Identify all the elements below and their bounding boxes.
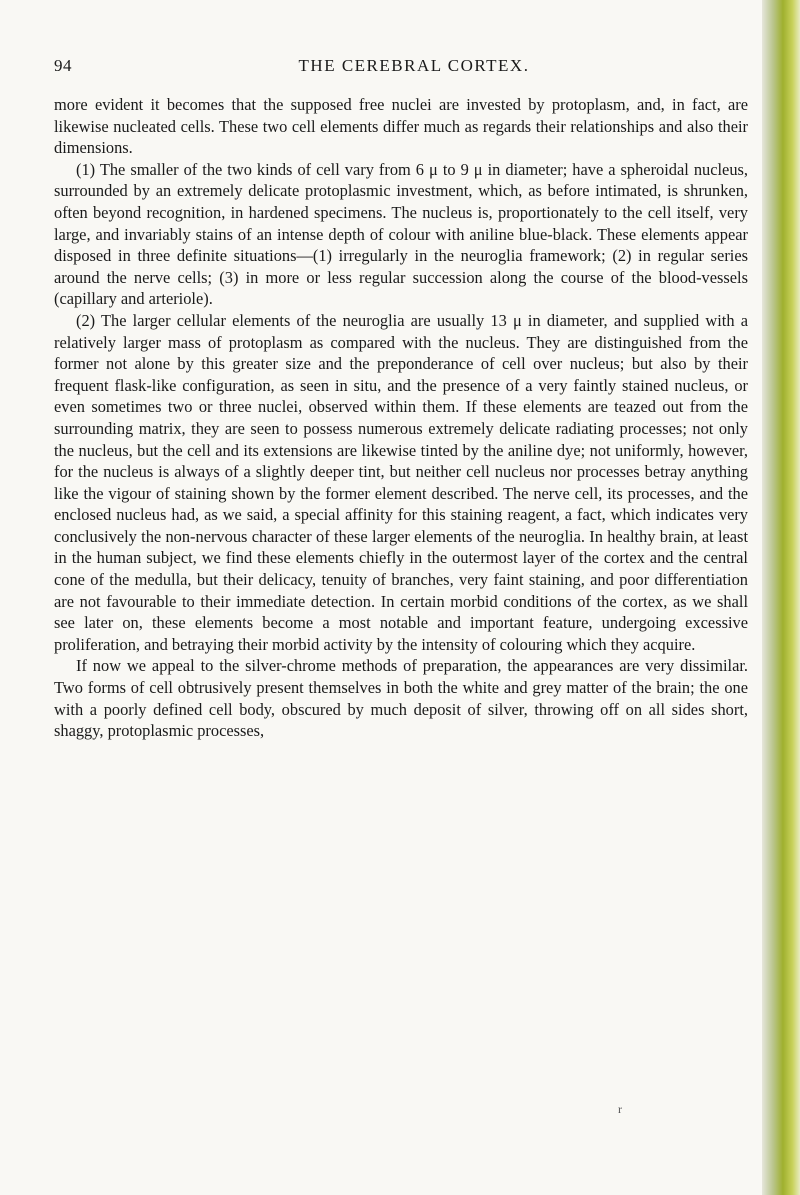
page-edge-shadow [762,0,800,1195]
paragraph: (1) The smaller of the two kinds of cell vary from 6 μ to 9 μ in diameter; have a spheroidal nucleus, surrounded by an extremely delicate protoplasmic investment, which, as before intimated, is shrunken, often beyond recognition, in hardened specimens. The nucleus is, proportionately to the cell itself, very large, and invariably stains of an intense depth of colour with aniline blue-black. These elements appear disposed in three definite situations—(1) irregularly in the neuroglia framework; (2) in regular series around the nerve cells; (3) in more or less regular succession along the course of the blood-vessels (capillary and arteriole). [54,159,748,309]
printer-mark: r [618,1102,622,1116]
body-text [54,94,748,742]
page-number: 94 [54,56,72,75]
paragraph: If now we appeal to the silver-chrome methods of preparation, the appearances are very dissimilar. Two forms of cell obtrusively present themselves in both the white and grey matter of the brain; the one with a poorly defined cell body, obscured by much deposit of silver, throwing off on all sides short, shaggy, protoplasmic processes, [54,656,748,741]
paragraph: more evident it becomes that the supposed free nuclei are invested by protoplasm, and, in fact, are likewise nucleated cells. These two cell elements differ much as regards their relationships and also their dimensions. [54,95,748,158]
running-head: THE CEREBRAL CORTEX. [298,56,530,75]
paragraph: (2) The larger cellular elements of the neuroglia are usually 13 μ in diameter, and supplied with a relatively larger mass of protoplasm as compared with the nucleus. They are distinguished from the former not alone by this greater size and the preponderance of cell over nucleus; but also by their frequent flask-like configuration, as seen in situ, and the presence of a very faintly stained nucleus, or even sometimes two or three nuclei, observed within them. If these elements are teazed out from the surrounding matrix, they are seen to possess numerous extremely delicate radiating processes; not only the nucleus, but the cell and its extensions are likewise tinted by the aniline dye; not uniformly, however, for the nucleus is always of a slightly deeper tint, but neither cell nucleus nor processes betray anything like the vigour of staining shown by the former element described. The nerve cell, its processes, and the enclosed nucleus had, as we said, a special affinity for this staining reagent, a fact, which indicates very conclusively the non-nervous character of these larger elements of the neuroglia. In healthy brain, at least in the human subject, we find these elements chiefly in the outermost layer of the cortex and the central cone of the medulla, but their delicacy, tenuity of branches, very faint staining, and poor differentiation are not favourable to their immediate detection. In certain morbid conditions of the cortex, as we shall see later on, these elements become a most notable and important feature, undergoing excessive proliferation, and betraying their morbid activity by the intensity of colouring which they acquire. [54,310,748,654]
page-header [54,56,754,82]
